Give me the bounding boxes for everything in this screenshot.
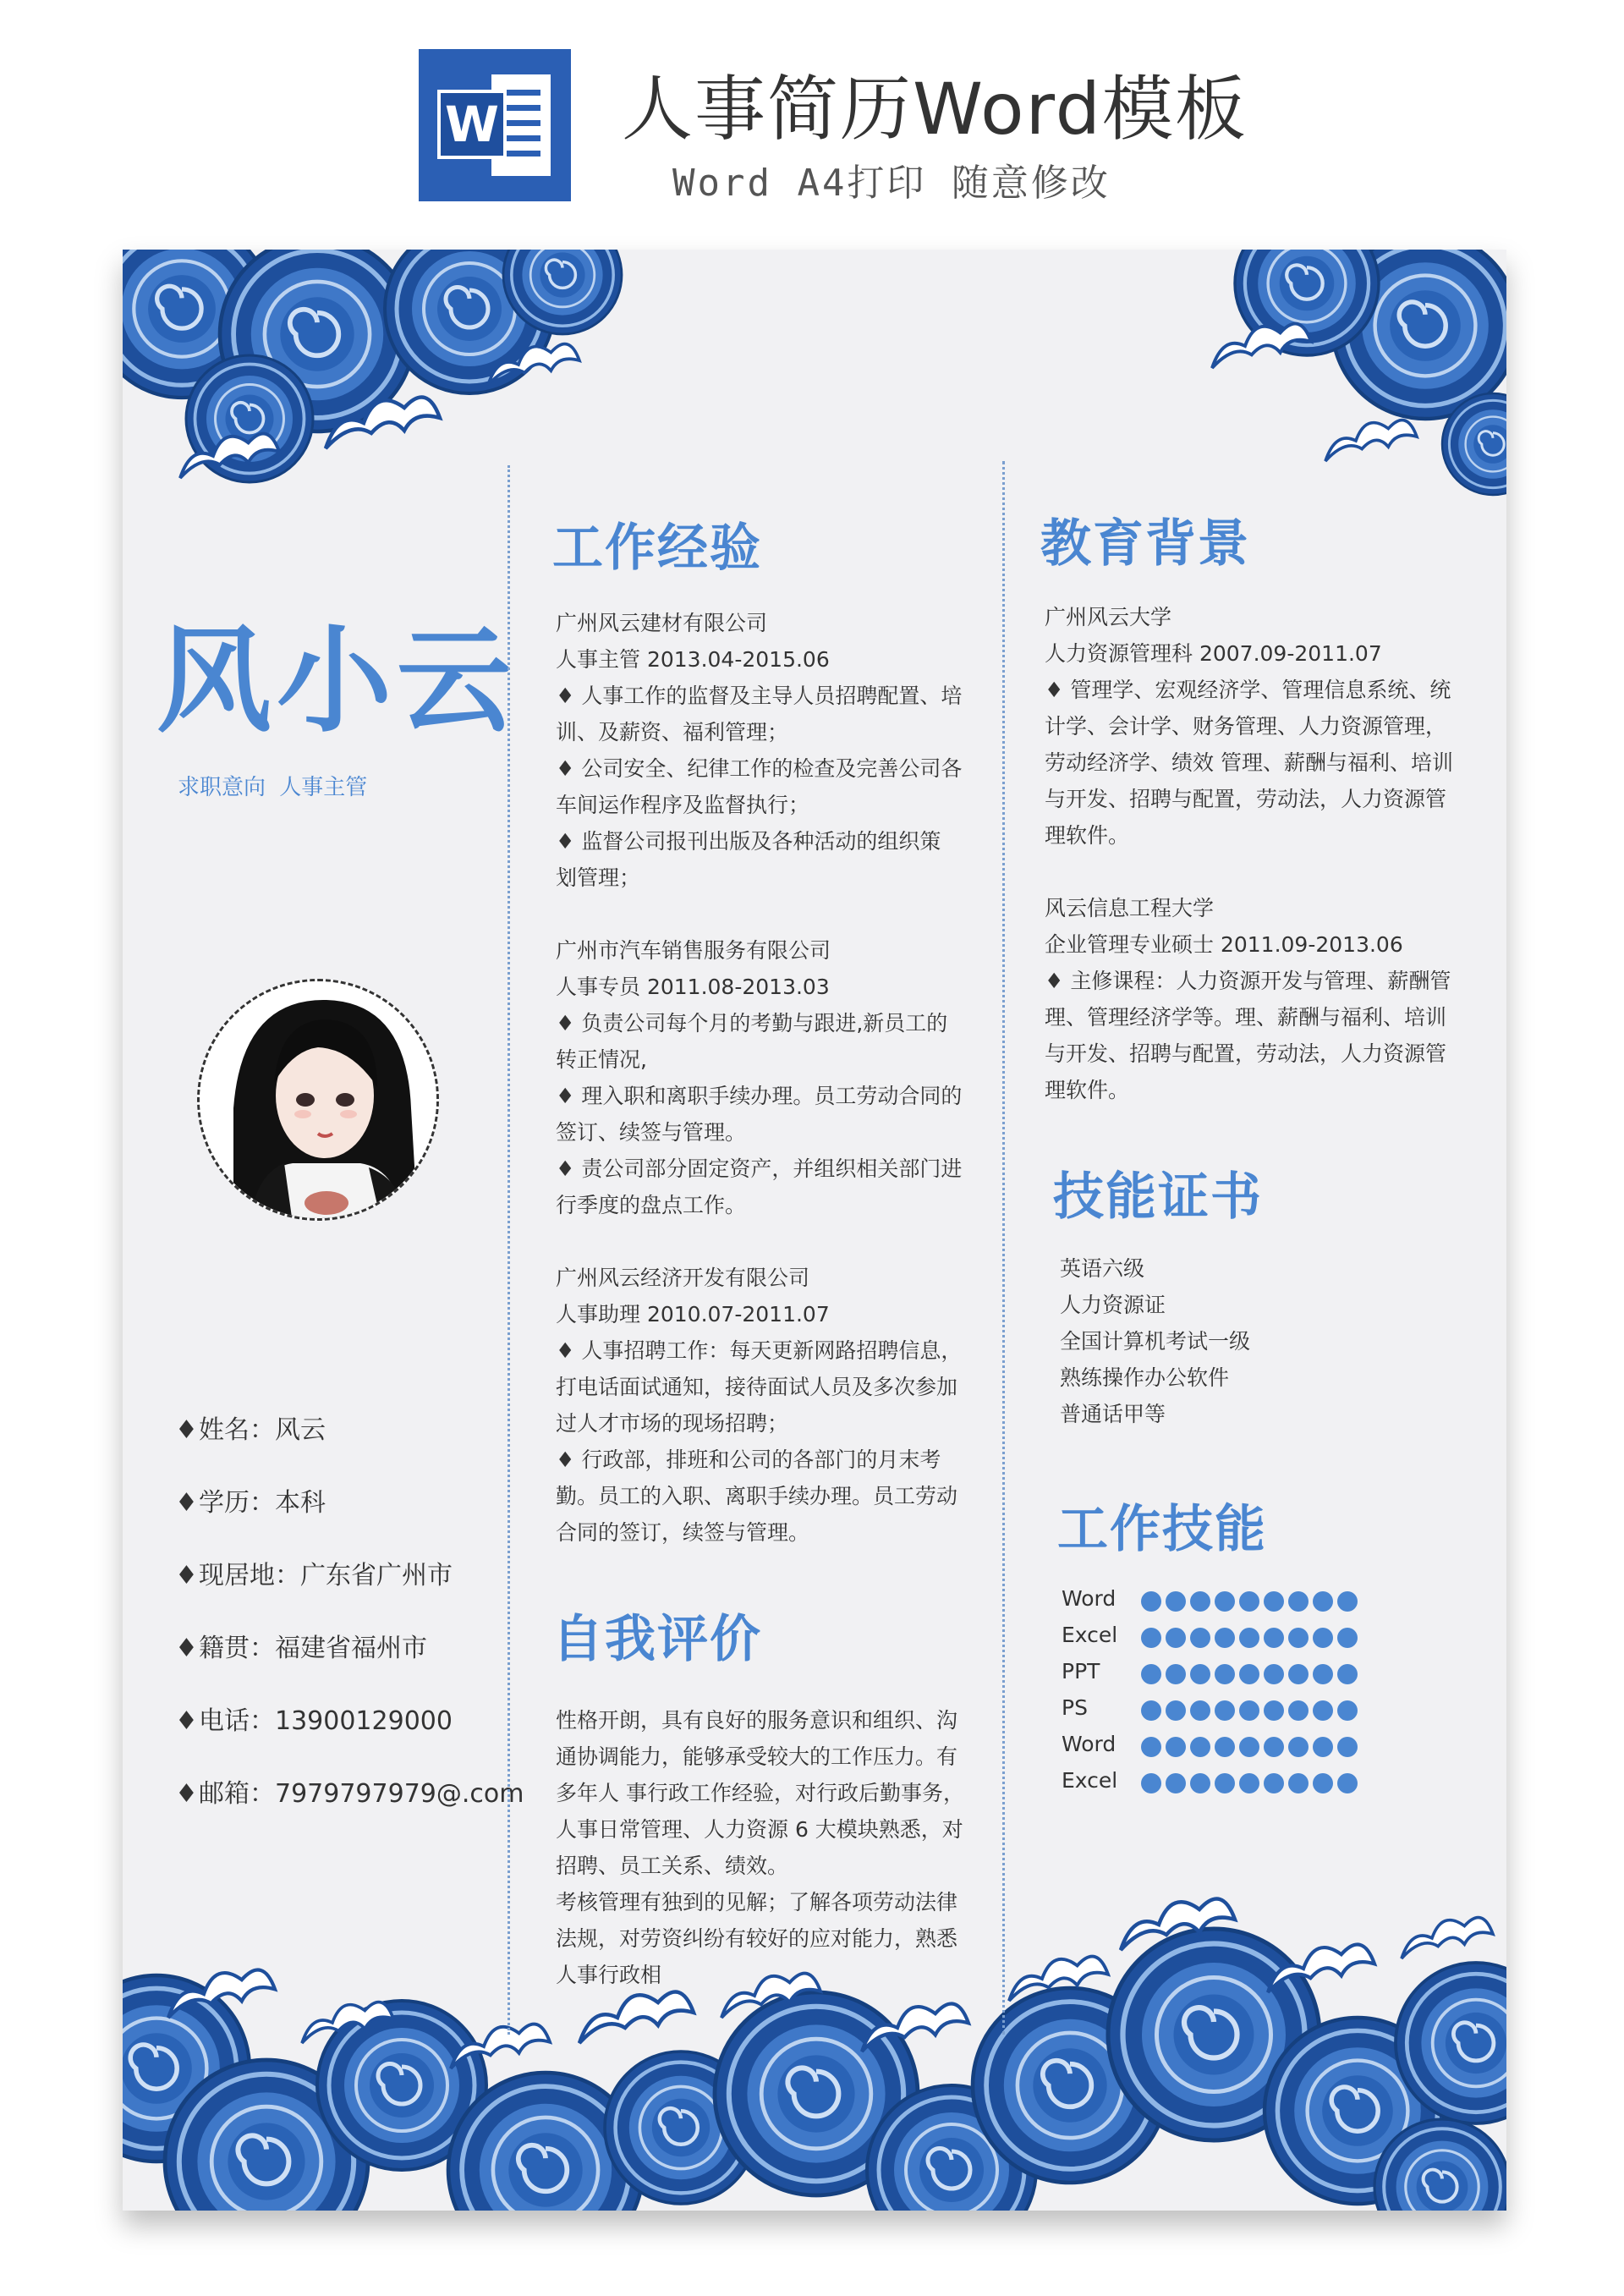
skill-dot-icon xyxy=(1215,1737,1235,1757)
skill-dot-icon xyxy=(1190,1737,1210,1757)
role-period: 人事专员 2011.08-2013.03 xyxy=(556,975,830,999)
skill-dot-icon xyxy=(1288,1664,1309,1684)
skill-dot-icon xyxy=(1264,1773,1284,1793)
skill-dot-icon xyxy=(1337,1628,1358,1648)
skill-dot-icon xyxy=(1264,1700,1284,1721)
skill-dot-icon xyxy=(1141,1773,1161,1793)
divider-right xyxy=(1002,461,1005,2035)
resume-page xyxy=(123,250,1506,2211)
major-period: 企业管理专业硕士 2011.09-2013.06 xyxy=(1045,932,1403,957)
skill-dot-icon xyxy=(1337,1700,1358,1721)
job-intent-label: 求职意向 xyxy=(178,775,266,800)
role-period: 人事主管 2013.04-2015.06 xyxy=(556,647,830,672)
header-title: 人事简历Word模板 xyxy=(622,68,1248,151)
work-experience-list xyxy=(556,605,962,1551)
header-subtitle: Word A4打印 随意修改 xyxy=(672,162,1111,205)
role-period: 人事助理 2010.07-2011.07 xyxy=(556,1302,830,1327)
skill-dot-icon xyxy=(1288,1700,1309,1721)
divider-left xyxy=(508,465,510,2035)
duty-line: ♦ 理入职和离职手续办理。员工劳动合同的 xyxy=(556,1084,963,1108)
company-name: 广州风云建材有限公司 xyxy=(556,611,768,635)
skill-dot-icon xyxy=(1141,1700,1161,1721)
skill-dot-icon xyxy=(1313,1628,1333,1648)
info-row: ♦姓名：风云 xyxy=(175,1415,326,1445)
skill-dot-icon xyxy=(1239,1700,1259,1721)
skill-name: Word xyxy=(1062,1586,1116,1611)
skill-dot-icon xyxy=(1264,1737,1284,1757)
skill-dot-icon xyxy=(1313,1700,1333,1721)
skill-dot-icon xyxy=(1166,1591,1186,1612)
duty-line: 勤。员工的入职、离职手续办理。员工劳动 xyxy=(556,1484,958,1508)
duty-line: 合同的签订，续签与管理。 xyxy=(556,1520,810,1545)
certificate-item: 普通话甲等 xyxy=(1060,1402,1166,1426)
course-line: 与开发、招聘与配置，劳动法，人力资源管 xyxy=(1045,787,1447,811)
skill-dot-icon xyxy=(1337,1591,1358,1612)
duty-line: 行季度的盘点工作。 xyxy=(556,1193,747,1217)
certificate-item: 全国计算机考试一级 xyxy=(1060,1329,1251,1354)
skill-dot-icon xyxy=(1190,1591,1210,1612)
skill-dot-icon xyxy=(1337,1664,1358,1684)
school-name: 风云信息工程大学 xyxy=(1045,896,1215,920)
word-letter: W xyxy=(437,90,507,159)
info-row: ♦邮箱：7979797979@.com xyxy=(175,1779,524,1809)
skill-level-dots xyxy=(1141,1664,1362,1686)
skill-level-dots xyxy=(1141,1737,1362,1759)
duty-line: 打电话面试通知，接待面试人员及多次参加 xyxy=(556,1375,958,1399)
company-name: 广州风云经济开发有限公司 xyxy=(556,1266,810,1290)
course-line: ♦ 主修课程：人力资源开发与管理、薪酬管 xyxy=(1045,969,1451,993)
duty-line: 车间运作程序及监督执行； xyxy=(556,793,810,817)
course-line: 劳动经济学、绩效 管理、薪酬与福利、培训 xyxy=(1045,750,1453,775)
skill-dot-icon xyxy=(1313,1591,1333,1612)
skill-name: PS xyxy=(1062,1695,1088,1720)
skill-dot-icon xyxy=(1166,1737,1186,1757)
self-evaluation-text: 性格开朗，具有良好的服务意识和组织、沟 通协调能力，能够承受较大的工作压力。有 多年人 事行政工作经验，对行政后勤事务， 人事日常管理、人力资源 6 大模块熟悉，对 招聘、员工关系、绩效。 考核管理有独到的见解；了解各项劳动法律 法规，对劳资纠纷有较好的应对能力，熟悉 人事行政相 xyxy=(556,1708,964,1987)
duty-line: 训、及薪资、福利管理； xyxy=(556,720,789,744)
duty-line: ♦ 负责公司每个月的考勤与跟进,新员工的 xyxy=(556,1011,948,1035)
skill-level-dots xyxy=(1141,1591,1362,1613)
school-name: 广州风云大学 xyxy=(1045,605,1172,629)
course-line: 理软件。 xyxy=(1045,823,1130,848)
skill-dot-icon xyxy=(1288,1628,1309,1648)
skill-dot-icon xyxy=(1141,1737,1161,1757)
skill-name: Excel xyxy=(1062,1768,1118,1793)
duty-line: ♦ 人事工作的监督及主导人员招聘配置、培 xyxy=(556,684,963,708)
duty-line: ♦ 责公司部分固定资产，并组织相关部门进 xyxy=(556,1156,963,1181)
education-list xyxy=(1045,599,1453,1108)
duty-line: 划管理； xyxy=(556,865,641,890)
skill-dot-icon xyxy=(1166,1700,1186,1721)
skill-dot-icon xyxy=(1313,1773,1333,1793)
skill-dot-icon xyxy=(1190,1773,1210,1793)
skill-dot-icon xyxy=(1288,1773,1309,1793)
skill-dot-icon xyxy=(1215,1664,1235,1684)
skill-dot-icon xyxy=(1288,1591,1309,1612)
word-logo-icon xyxy=(419,49,571,201)
skill-dot-icon xyxy=(1141,1591,1161,1612)
skill-dot-icon xyxy=(1190,1700,1210,1721)
duty-line: ♦ 监督公司报刊出版及各种活动的组织策 xyxy=(556,829,941,854)
skill-dot-icon xyxy=(1264,1628,1284,1648)
certificate-item: 英语六级 xyxy=(1060,1256,1145,1281)
work-experience-title: 工作经验 xyxy=(552,519,762,578)
skill-dot-icon xyxy=(1166,1628,1186,1648)
work-skills-title: 工作技能 xyxy=(1057,1500,1267,1559)
company-name: 广州市汽车销售服务有限公司 xyxy=(556,938,831,963)
duty-line: ♦ 公司安全、纪律工作的检查及完善公司各 xyxy=(556,756,963,781)
certificate-item: 人力资源证 xyxy=(1060,1293,1166,1317)
skill-dot-icon xyxy=(1190,1664,1210,1684)
info-row: ♦电话：13900129000 xyxy=(175,1706,453,1736)
avatar xyxy=(197,979,439,1221)
duty-line: 转正情况, xyxy=(556,1047,647,1072)
skill-name: Excel xyxy=(1062,1623,1118,1647)
skill-dot-icon xyxy=(1313,1737,1333,1757)
info-row: ♦现居地：广东省广州市 xyxy=(175,1561,453,1590)
skill-dot-icon xyxy=(1166,1773,1186,1793)
avatar-portrait-icon xyxy=(200,981,439,1221)
skill-dot-icon xyxy=(1215,1700,1235,1721)
skill-dot-icon xyxy=(1288,1737,1309,1757)
skill-dot-icon xyxy=(1141,1664,1161,1684)
certificate-item: 熟练操作办公软件 xyxy=(1060,1365,1230,1390)
candidate-name: 风小云 xyxy=(156,615,517,749)
skill-dot-icon xyxy=(1313,1664,1333,1684)
skill-dot-icon xyxy=(1141,1628,1161,1648)
skill-level-dots xyxy=(1141,1773,1362,1795)
skill-level-dots xyxy=(1141,1628,1362,1650)
skill-dot-icon xyxy=(1264,1591,1284,1612)
duty-line: 签订、续签与管理。 xyxy=(556,1120,747,1145)
skill-level-dots xyxy=(1141,1700,1362,1722)
info-row: ♦籍贯：福建省福州市 xyxy=(175,1634,427,1663)
skill-name: Word xyxy=(1062,1732,1116,1756)
skill-dot-icon xyxy=(1215,1773,1235,1793)
course-line: 理软件。 xyxy=(1045,1078,1130,1102)
course-line: 计学、会计学、财务管理、人力资源管理， xyxy=(1045,714,1447,739)
skill-dot-icon xyxy=(1215,1591,1235,1612)
skill-dot-icon xyxy=(1337,1773,1358,1793)
skill-dot-icon xyxy=(1239,1773,1259,1793)
duty-line: 过人才市场的现场招聘； xyxy=(556,1411,789,1436)
certificates-title: 技能证书 xyxy=(1053,1167,1263,1227)
skill-dot-icon xyxy=(1166,1664,1186,1684)
duty-line: ♦ 人事招聘工作：每天更新网路招聘信息， xyxy=(556,1338,963,1363)
education-title: 教育背景 xyxy=(1040,514,1250,574)
skill-dot-icon xyxy=(1239,1737,1259,1757)
info-row: ♦学历：本科 xyxy=(175,1488,326,1518)
certificates-list xyxy=(1060,1250,1250,1432)
skill-name: PPT xyxy=(1062,1659,1100,1684)
major-period: 人力资源管理科 2007.09-2011.07 xyxy=(1045,641,1382,666)
course-line: ♦ 管理学、宏观经济学、管理信息系统、统 xyxy=(1045,678,1451,702)
job-intent-value: 人事主管 xyxy=(279,775,368,800)
skill-dot-icon xyxy=(1190,1628,1210,1648)
skill-dot-icon xyxy=(1239,1664,1259,1684)
skill-dot-icon xyxy=(1264,1664,1284,1684)
skill-dot-icon xyxy=(1239,1591,1259,1612)
job-intent xyxy=(178,770,367,801)
duty-line: ♦ 行政部，排班和公司的各部门的月末考 xyxy=(556,1447,941,1472)
course-line: 与开发、招聘与配置，劳动法，人力资源管 xyxy=(1045,1041,1447,1066)
skill-dot-icon xyxy=(1337,1737,1358,1757)
self-evaluation-title: 自我评价 xyxy=(552,1610,762,1669)
skill-dot-icon xyxy=(1239,1628,1259,1648)
skill-dot-icon xyxy=(1215,1628,1235,1648)
course-line: 理、管理经济学等。理、薪酬与福利、培训 xyxy=(1045,1005,1447,1030)
